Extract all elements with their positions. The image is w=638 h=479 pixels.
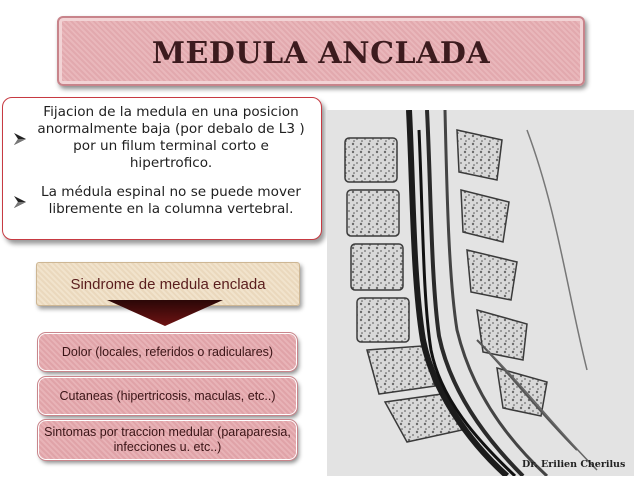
syndrome-header: Sindrome de medula enclada [36, 262, 300, 306]
symptom-item: Cutaneas (hipertricosis, maculas, etc..) [38, 377, 297, 415]
title-banner [57, 16, 585, 86]
bullet-item [13, 184, 309, 218]
author-credit: Dr. Erilien Cherilus [522, 459, 626, 470]
bullet-text: La médula espinal no se puede mover libremente en la columna vertebral. [41, 184, 301, 217]
bullet-text: Fijacion de la medula en una posicion anormalmente baja (por debalo de L3 ) por un filum terminal corto e hipertrofico. [37, 104, 305, 171]
definition-box [2, 97, 322, 240]
symptom-item: Dolor (locales, referidos o radiculares) [38, 333, 297, 371]
arrow-bullet-icon [13, 186, 27, 218]
down-arrow-icon [107, 300, 223, 326]
arrow-bullet-icon [13, 106, 27, 172]
bullet-item [13, 104, 309, 172]
spine-illustration [327, 110, 634, 476]
slide-title: MEDULA ANCLADA [151, 35, 491, 71]
symptom-item: Sintomas por traccion medular (paraparesia, infecciones u. etc..) [38, 420, 297, 460]
